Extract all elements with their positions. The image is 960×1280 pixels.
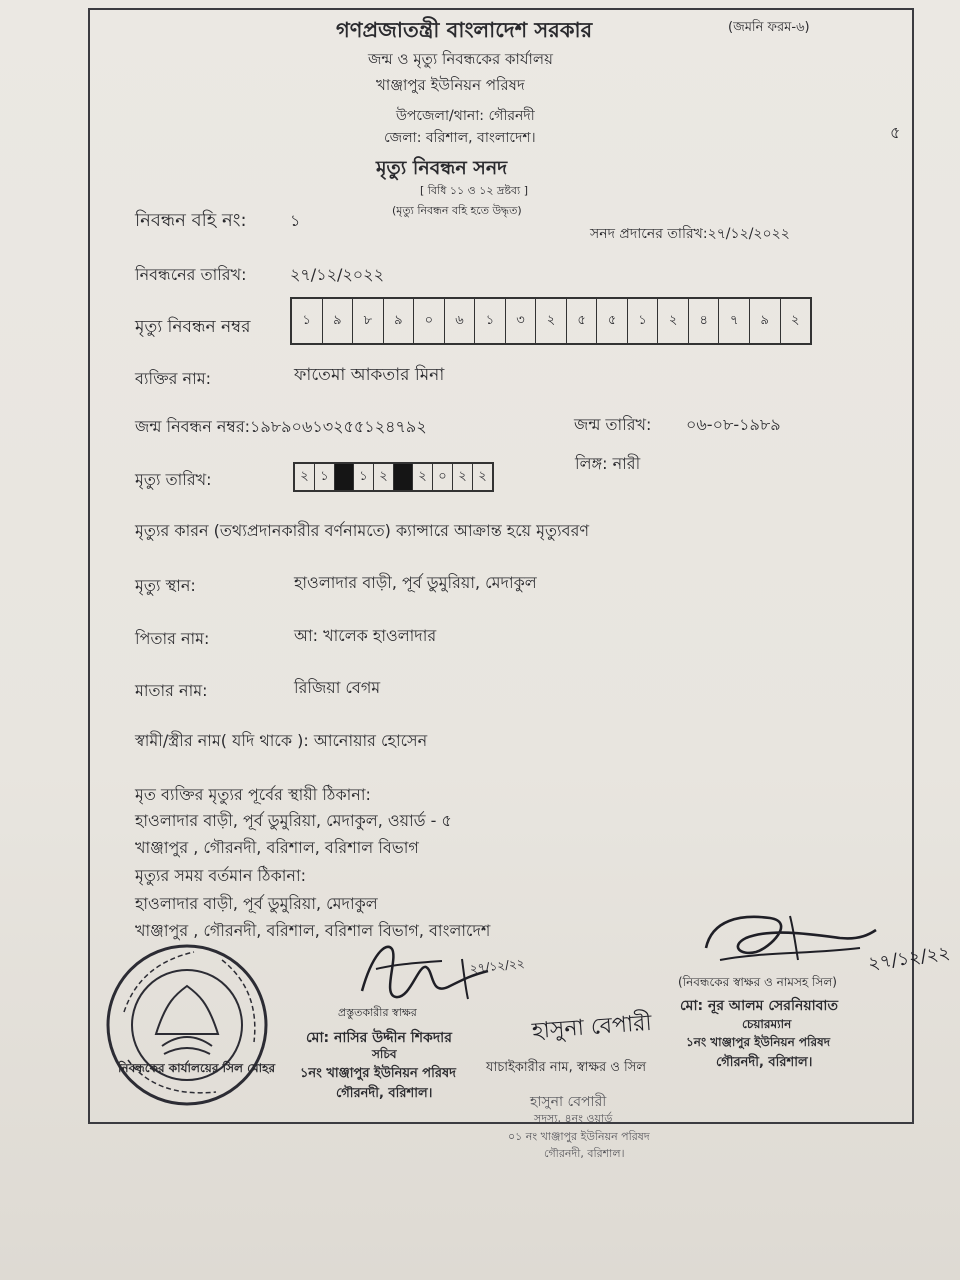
reg-digit: ১ [475,299,506,343]
reg-digit: ৪ [689,299,720,343]
preparer-sign-date: ২৭/১২/২২ [469,956,526,976]
book-no-value: ১ [290,211,301,230]
death-year-digit: ২ [413,464,433,490]
certificate-title: মৃত্যু নিবন্ধন সনদ [376,157,508,179]
registrar-name: মো: নূর আলম সেরনিয়াবাত [680,998,838,1014]
reg-digit: ২ [536,299,567,343]
death-month-digit: ২ [374,464,394,490]
reg-digit: ৯ [750,299,781,343]
seal-caption: নিবন্ধকের কার্যালয়ের সিল মোহর [118,1061,276,1075]
mother-label: মাতার নাম: [135,681,208,700]
preparer-signature [352,935,562,1015]
reg-digit: ০ [414,299,445,343]
death-reg-no-boxes [290,297,812,345]
birth-reg-no: জন্ম নিবন্ধন নম্বর:১৯৮৯০৬১৩২৫৫১২৪৭৯২ [135,417,427,436]
date-separator [394,464,413,490]
margin-mark: ৫ [890,123,901,142]
father-label: পিতার নাম: [135,629,210,648]
present-address-line2: খাঞ্জাপুর , গৌরনদী, বরিশাল, বরিশাল বিভাগ, বাংলাদেশ [135,921,491,940]
permanent-address-label: মৃত ব্যক্তির মৃত্যুর পূর্বের স্থায়ী ঠিকানা: [135,785,371,804]
verifier-name: হাসুনা বেপারী [530,1094,607,1110]
reg-digit: ১ [292,299,323,343]
reg-digit: ৫ [597,299,628,343]
death-year-digit: ২ [453,464,473,490]
rule-note: [ বিধি ১১ ও ১২ দ্রষ্টব্য ] [420,184,529,197]
registrar-signature [700,908,880,974]
preparer-org: ১নং খাঞ্জাপুর ইউনিয়ন পরিষদ [300,1066,457,1081]
death-date-label: মৃত্যু তারিখ: [135,470,212,489]
verifier-org: ০১ নং খাঞ্জাপুর ইউনিয়ন পরিষদ [508,1130,650,1143]
reg-digit: ৬ [445,299,476,343]
permanent-address-line2: খাঞ্জাপুর , গৌরনদী, বরিশাল, বরিশাল বিভাগ [135,838,419,857]
death-year-digit: ২ [478,468,487,484]
verifier-place: গৌরনদী, বরিশাল। [544,1147,625,1160]
office-name: জন্ম ও মৃত্যু নিবন্ধকের কার্যালয় [368,50,553,68]
preparer-post: সচিব [372,1047,397,1061]
birth-date-value: ০৬-০৮-১৯৮৯ [686,415,781,434]
registrar-org: ১নং খাঞ্জাপুর ইউনিয়ন পরিষদ [686,1035,831,1049]
death-day-digit: ২ [295,464,315,490]
reg-digit: ৭ [719,299,750,343]
present-address-label: মৃত্যুর সময় বর্তমান ঠিকানা: [135,866,306,885]
preparer-caption: প্রস্তুতকারীর স্বাক্ষর [338,1006,417,1019]
government-title: গণপ্রজাতন্ত্রী বাংলাদেশ সরকার [336,18,593,42]
form-number: (জমনি ফরম-৬) [728,20,810,35]
book-no-label: নিবন্ধন বহি নং: [135,210,247,231]
person-name-label: ব্যক্তির নাম: [135,369,212,388]
person-name-value: ফাতেমা আকতার মিনা [294,365,445,385]
spouse: স্বামী/স্ত্রীর নাম( যদি থাকে ): আনোয়ার হোসেন [135,731,428,750]
reg-digit: ৮ [353,299,384,343]
verifier-signature: হাসুনা বেপারী [531,1010,653,1045]
extract-note: (মৃত্যু নিবন্ধন বহি হতে উদ্ধৃত) [392,204,522,217]
death-cause: মৃত্যুর কারন (তথ্যপ্রদানকারীর বর্ণনামতে) ক্যান্সারে আক্রান্ত হয়ে মৃত্যুবরণ [135,521,590,540]
permanent-address-line1: হাওলাদার বাড়ী, পূর্ব ডুমুরিয়া, মেদাকুল, ওয়ার্ড - ৫ [135,811,452,830]
reg-digit: ২ [658,299,689,343]
issue-date: সনদ প্রদানের তারিখ:২৭/১২/২০২২ [590,226,790,242]
death-month-digit: ১ [354,464,374,490]
preparer-name: মো: নাসির উদ্দীন শিকদার [306,1030,452,1046]
registrar-caption: (নিবন্ধকের স্বাক্ষর ও নামসহ সিল) [678,975,837,989]
registrar-sign-date: ২৭/১২/২২ [866,942,952,975]
verifier-post: সদস্য, ৪নং ওয়ার্ড [534,1112,613,1125]
registration-date-value: ২৭/১২/২০২২ [290,265,384,284]
union-name: খাঞ্জাপুর ইউনিয়ন পরিষদ [376,76,525,94]
reg-digit: ৩ [506,299,537,343]
registrar-place: গৌরনদী, বরিশাল। [716,1055,813,1070]
verifier-caption: যাচাইকারীর নাম, স্বাক্ষর ও সিল [486,1060,647,1075]
birth-date-label: জন্ম তারিখ: [574,415,652,434]
registration-date-label: নিবন্ধনের তারিখ: [135,265,247,284]
date-separator [335,464,354,490]
registrar-post: চেয়ারম্যান [742,1017,792,1031]
father-value: আ: খালেক হাওলাদার [294,626,437,645]
union-seal-stamp [104,942,270,1108]
death-reg-no-label: মৃত্যু নিবন্ধন নম্বর [135,317,251,337]
preparer-place: গৌরনদী, বরিশাল। [336,1086,433,1101]
death-year-digit: ০ [433,464,453,490]
district-line: জেলা: বরিশাল, বাংলাদেশ। [384,130,536,146]
reg-digit: ৯ [384,299,415,343]
reg-digit: ৫ [567,299,598,343]
death-date-boxes [293,462,494,492]
death-place-label: মৃত্যু স্থান: [135,576,196,595]
present-address-line1: হাওলাদার বাড়ী, পূর্ব ডুমুরিয়া, মেদাকুল [135,894,378,913]
death-place-value: হাওলাদার বাড়ী, পূর্ব ডুমুরিয়া, মেদাকুল [294,573,537,592]
mother-value: রিজিয়া বেগম [294,678,381,697]
gender: লিঙ্গ: নারী [575,454,641,473]
reg-digit: ১ [628,299,659,343]
reg-digit: ২ [791,312,800,328]
upazila-line: উপজেলা/থানা: গৌরনদী [396,108,535,124]
reg-digit: ৯ [323,299,354,343]
death-day-digit: ১ [315,464,335,490]
